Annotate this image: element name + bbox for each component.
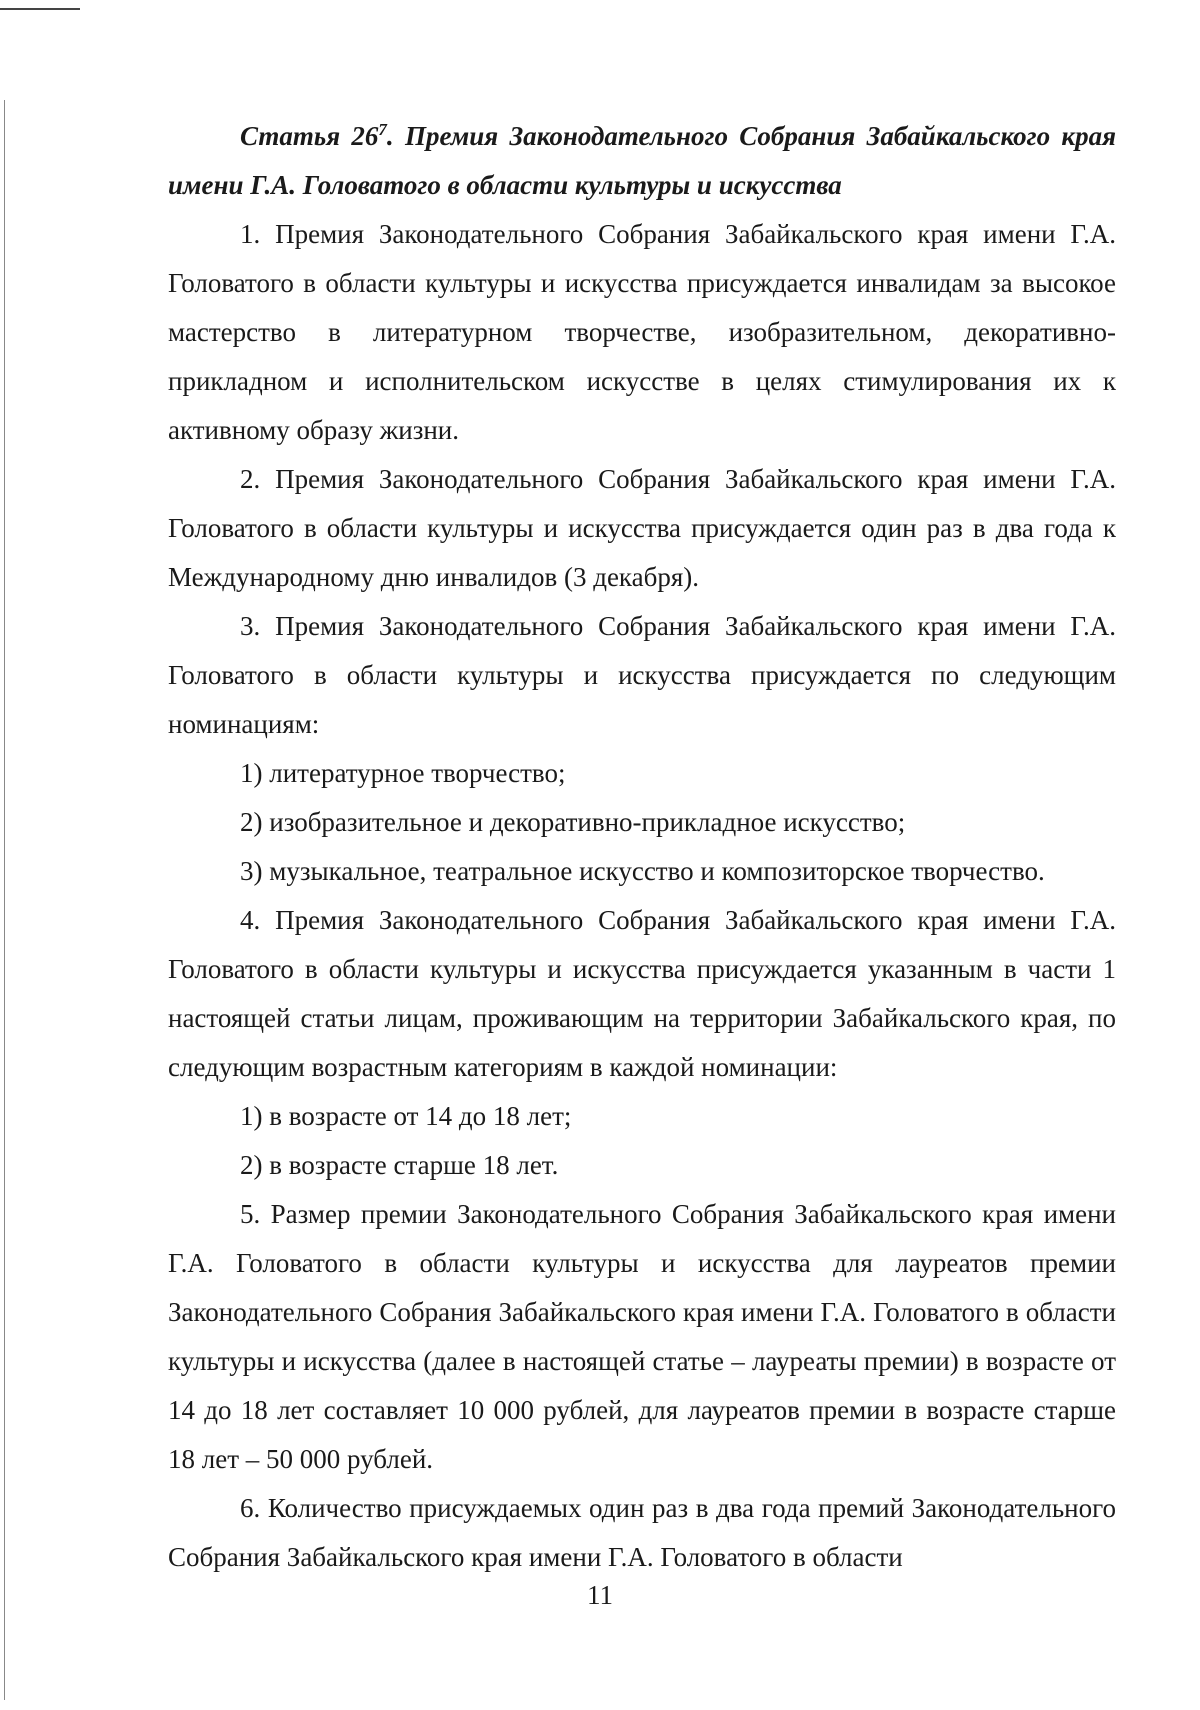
article-heading-prefix: Статья 26 [240, 121, 379, 151]
paragraph-5: 5. Размер премии Законодательного Собрания Забайкальского края имени Г.А. Головатого в области культуры и искусства для лауреатов премии Законодательного Собрания Забайкальского края имени Г.А. Головатого в области культуры и искусства (далее в настоящей статье – лауреаты премии) в возрасте от 14 до 18 лет составляет 10 000 рублей, для лауреатов премии в возрасте старше 18 лет – 50 000 рублей. [168, 1199, 1116, 1474]
article-heading [168, 112, 1116, 210]
page-number: 11 [587, 1580, 613, 1610]
document-body [168, 112, 1116, 1582]
scan-edge-top [0, 8, 80, 10]
article-heading-title: . Премия Законодательного Собрания Забайкальского края имени Г.А. Головатого в области культуры и искусства [168, 121, 1116, 200]
nomination-item-1: 1) литературное творчество; [240, 758, 566, 788]
paragraph-4: 4. Премия Законодательного Собрания Забайкальского края имени Г.А. Головатого в области культуры и искусства присуждается указанным в части 1 настоящей статьи лицам, проживающим на территории Забайкальского края, по следующим возрастным категориям в каждой номинации: [168, 905, 1116, 1082]
paragraph-2: 2. Премия Законодательного Собрания Забайкальского края имени Г.А. Головатого в области культуры и искусства присуждается один раз в два года к Международному дню инвалидов (3 декабря). [168, 464, 1116, 592]
scan-edge-left [4, 100, 5, 1700]
article-heading-superscript: 7 [378, 120, 387, 139]
age-category-item-1: 1) в возрасте от 14 до 18 лет; [240, 1101, 572, 1131]
paragraph-3: 3. Премия Законодательного Собрания Забайкальского края имени Г.А. Головатого в области культуры и искусства присуждается по следующим номинациям: [168, 611, 1116, 739]
age-category-item-2: 2) в возрасте старше 18 лет. [240, 1150, 559, 1180]
paragraph-6: 6. Количество присуждаемых один раз в два года премий Законодательного Собрания Забайкальского края имени Г.А. Головатого в области [168, 1493, 1116, 1572]
nomination-item-3: 3) музыкальное, театральное искусство и композиторское творчество. [240, 856, 1045, 886]
nomination-item-2: 2) изобразительное и декоративно-прикладное искусство; [240, 807, 906, 837]
paragraph-1: 1. Премия Законодательного Собрания Забайкальского края имени Г.А. Головатого в области культуры и искусства присуждается инвалидам за высокое мастерство в литературном творчестве, изобразительном, декоративно-прикладном и исполнительском искусстве в целях стимулирования их к активному образу жизни. [168, 219, 1116, 445]
